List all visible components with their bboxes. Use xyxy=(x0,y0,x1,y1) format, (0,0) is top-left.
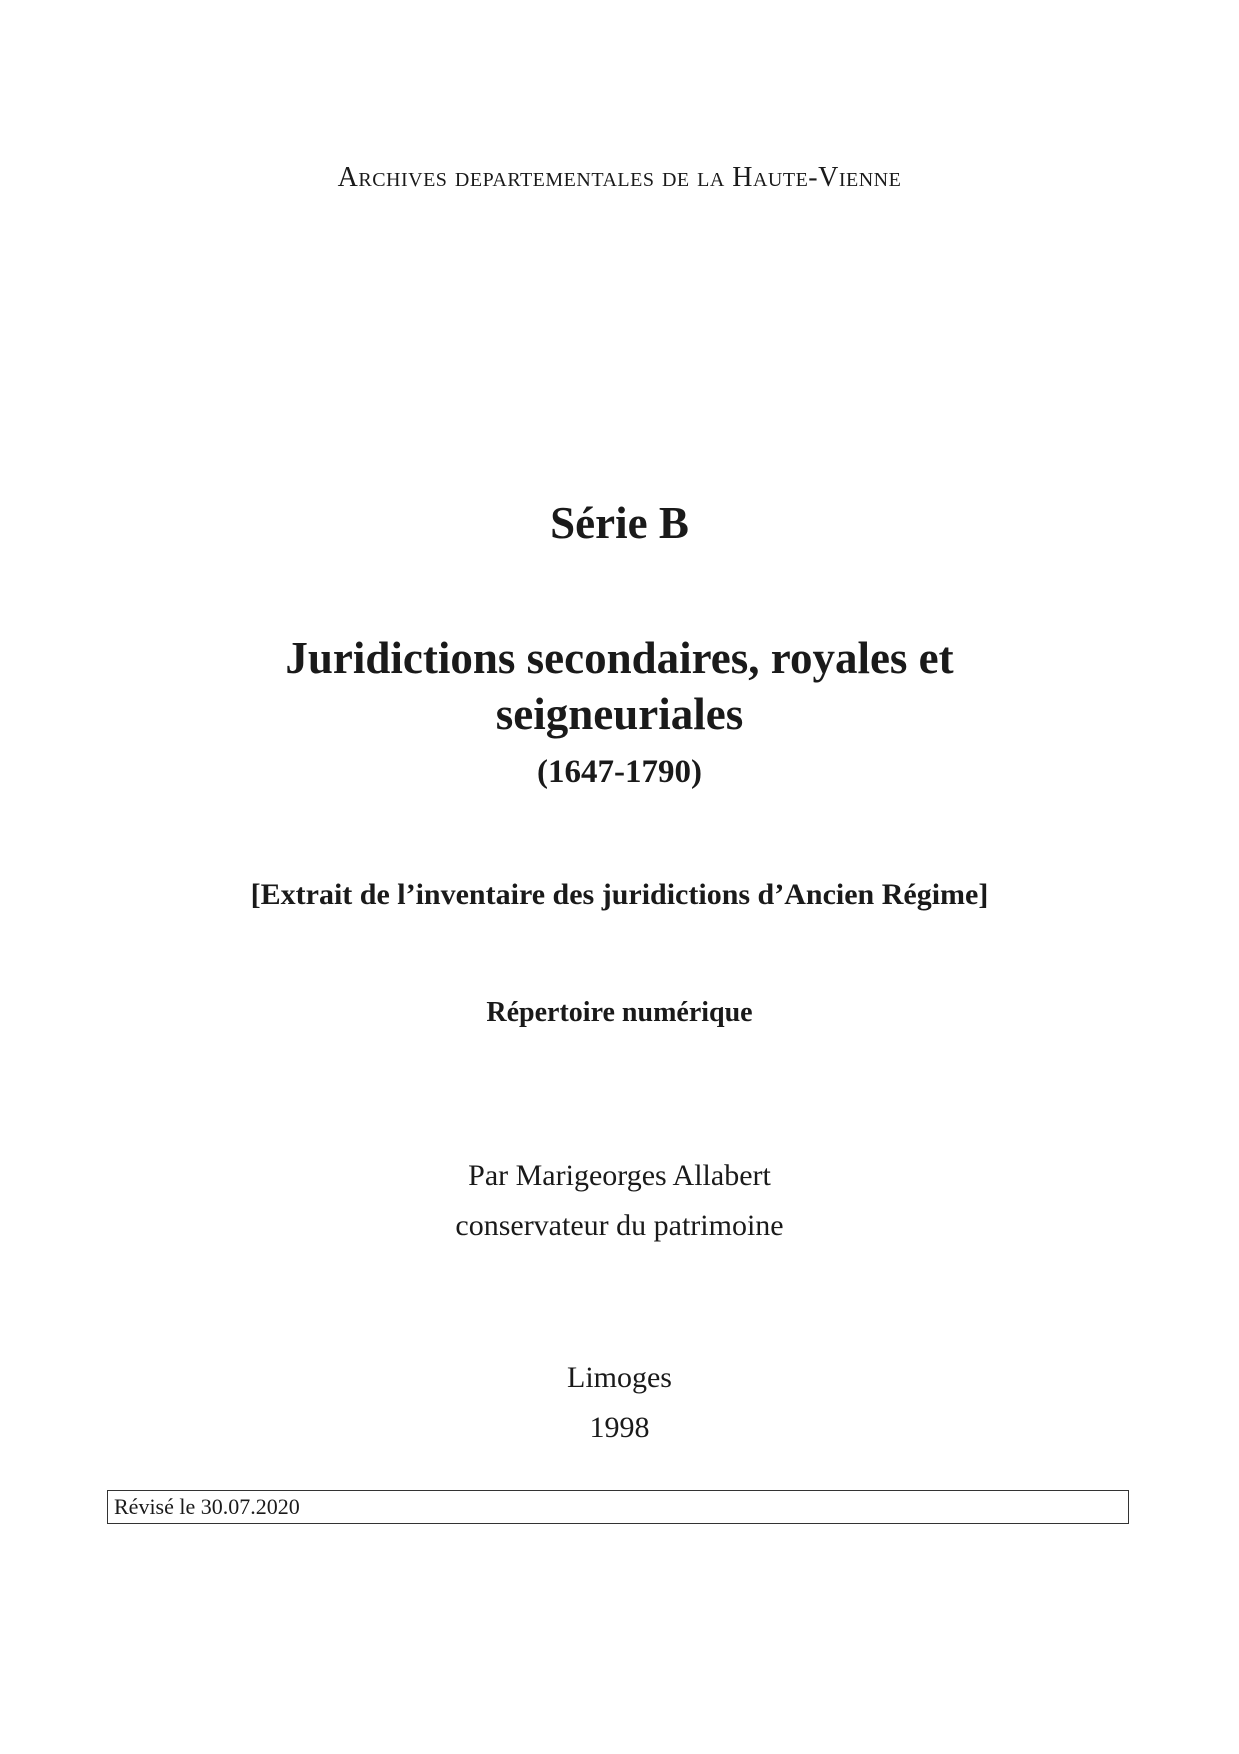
imprint-place: Limoges xyxy=(567,1361,672,1394)
document-title: Juridictions secondaires, royales et seigneuriales xyxy=(285,633,954,739)
author-name: Par Marigeorges Allabert xyxy=(468,1159,771,1192)
extract-note: [Extrait de l’inventaire des juridictions d’Ancien Régime] xyxy=(250,878,989,911)
revision-box xyxy=(107,1490,1129,1524)
imprint-block xyxy=(0,1353,1239,1453)
author-block xyxy=(0,1151,1239,1251)
imprint-year: 1998 xyxy=(589,1411,650,1444)
institution-header: Archives departementales de la Haute-Vienne xyxy=(337,162,902,193)
document-type: Répertoire numérique xyxy=(486,997,753,1028)
revision-text: Révisé le 30.07.2020 xyxy=(114,1494,300,1519)
author-role: conservateur du patrimoine xyxy=(455,1209,784,1242)
series-title: Série B xyxy=(550,498,689,548)
date-range: (1647-1790) xyxy=(537,754,702,790)
